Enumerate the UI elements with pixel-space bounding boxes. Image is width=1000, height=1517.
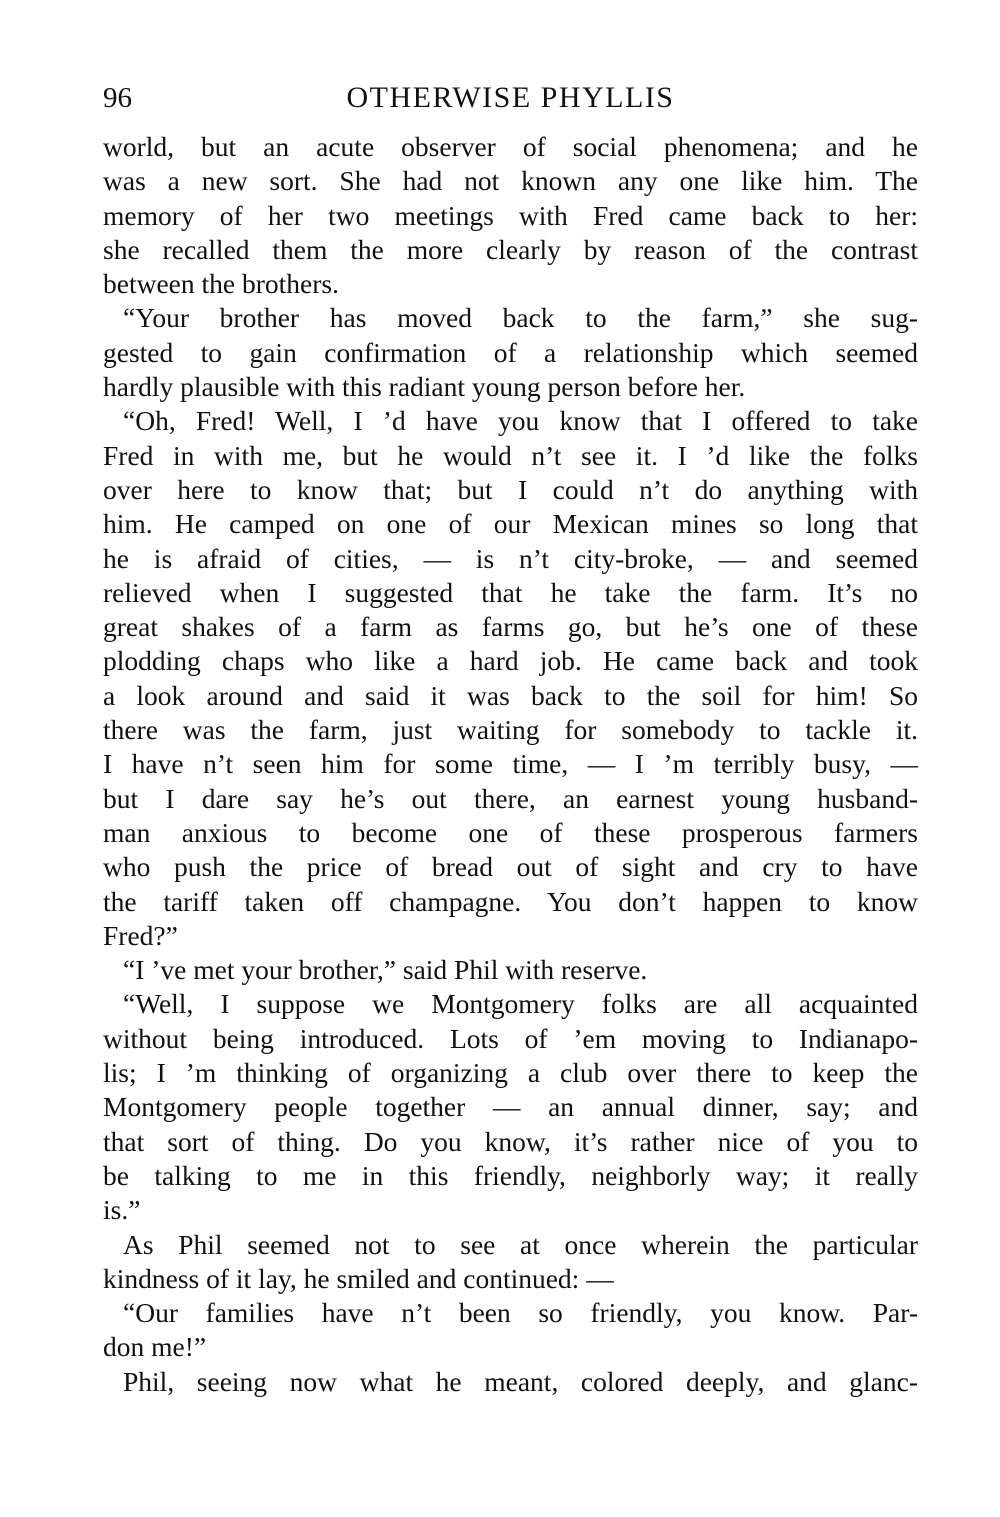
text-line: world, but an acute observer of social phenomena; and he [103, 131, 918, 162]
text-line: gested to gain confirmation of a relationship which seemed [103, 336, 918, 368]
text-line: great shakes of a farm as farms go, but he’s one of these [103, 611, 918, 643]
text-line: without being introduced. Lots of ’em moving to Indianapo- [103, 1022, 918, 1054]
body-text [103, 130, 918, 1399]
text-line: I have n’t seen him for some time, — I ’m terribly busy, — [103, 748, 918, 780]
text-line: Phil, seeing now what he meant, colored deeply, and glanc- [123, 1365, 918, 1397]
text-line: is.” [103, 1194, 141, 1226]
text-line: relieved when I suggested that he take the farm. It’s no [103, 576, 918, 608]
text-line: lis; I ’m thinking of organizing a club over there to keep the [103, 1057, 918, 1089]
text-line: was a new sort. She had not known any one like him. The [103, 165, 918, 197]
text-line: hardly plausible with this radiant young person before her. [103, 371, 746, 403]
text-line: kindness of it lay, he smiled and continued: — [103, 1262, 614, 1294]
text-line: the tariff taken off champagne. You don’t happen to know [103, 885, 918, 917]
text-line: who push the price of bread out of sight and cry to have [103, 851, 918, 883]
text-line: there was the farm, just waiting for somebody to tackle it. [103, 714, 918, 746]
text-line: Fred?” [103, 919, 178, 951]
text-line: him. He camped on one of our Mexican mines so long that [103, 508, 918, 540]
text-line: a look around and said it was back to the soil for him! So [103, 679, 918, 711]
text-line: plodding chaps who like a hard job. He came back and took [103, 645, 918, 677]
text-line: between the brothers. [103, 268, 339, 300]
text-line: be talking to me in this friendly, neighborly way; it really [103, 1159, 918, 1191]
running-title: OTHERWISE PHYLLIS [346, 81, 675, 114]
text-line: man anxious to become one of these prosperous farmers [103, 816, 918, 848]
text-line: over here to know that; but I could n’t do anything with [103, 473, 918, 505]
text-line: memory of her two meetings with Fred came back to her: [103, 199, 918, 231]
page-number: 96 [103, 82, 132, 114]
page-header [103, 78, 918, 130]
text-line: “I ’ve met your brother,” said Phil with reserve. [123, 954, 648, 986]
text-line: “Your brother has moved back to the farm,” she sug- [123, 302, 918, 334]
text-line: she recalled them the more clearly by reason of the contrast [103, 233, 918, 265]
text-line: “Our families have n’t been so friendly, you know. Par- [123, 1297, 918, 1329]
text-line: Montgomery people together — an annual dinner, say; and [103, 1091, 918, 1123]
text-line: Fred in with me, but he would n’t see it. I ’d like the folks [103, 439, 918, 471]
text-line: but I dare say he’s out there, an earnest young husband- [103, 782, 918, 814]
text-line: don me!” [103, 1331, 207, 1363]
text-line: that sort of thing. Do you know, it’s rather nice of you to [103, 1125, 918, 1157]
text-line: “Oh, Fred! Well, I ’d have you know that I offered to take [123, 405, 918, 437]
text-line: he is afraid of cities, — is n’t city-broke, — and seemed [103, 542, 918, 574]
book-page [103, 78, 918, 1399]
text-line: As Phil seemed not to see at once wherein the particular [123, 1228, 918, 1260]
text-line: “Well, I suppose we Montgomery folks are all acquainted [123, 988, 918, 1020]
